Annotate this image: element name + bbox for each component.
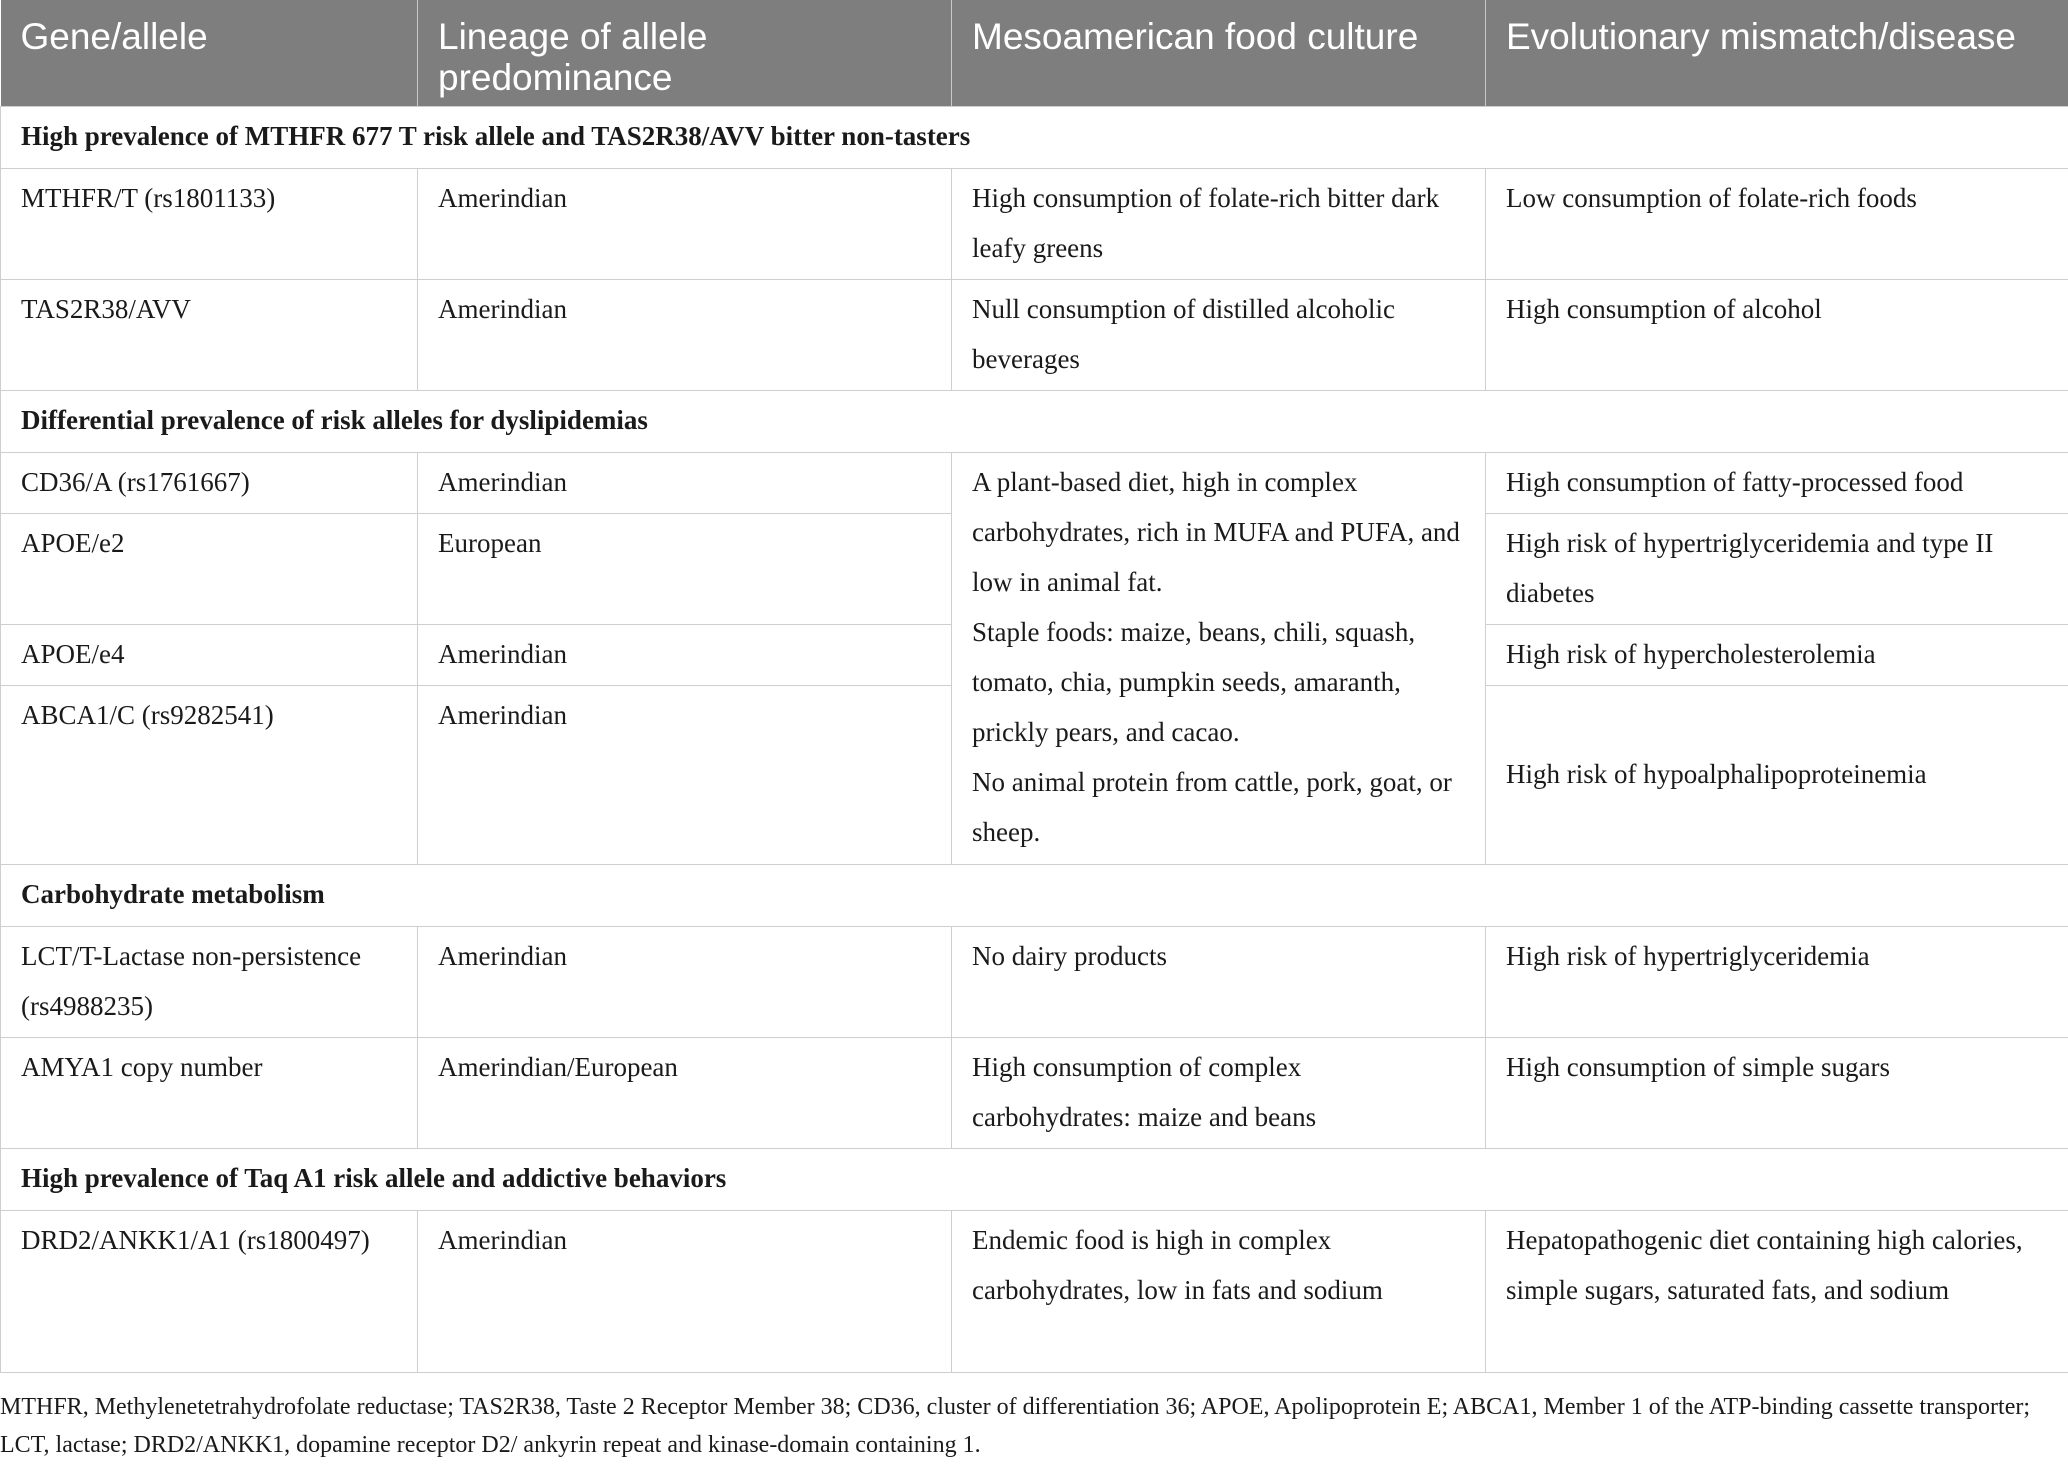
cell-food-merged <box>952 453 1486 865</box>
cell-gene: ABCA1/C (rs9282541) <box>1 686 418 865</box>
cell-lineage: Amerindian <box>418 169 952 280</box>
cell-disease: High consumption of simple sugars <box>1486 1038 2068 1149</box>
cell-gene: LCT/T-Lactase non-persistence (rs4988235) <box>1 927 418 1038</box>
cell-disease: High consumption of fatty-processed food <box>1486 453 2068 514</box>
cell-lineage: Amerindian <box>418 927 952 1038</box>
section-row <box>1 391 2068 453</box>
table-row <box>1 280 2068 391</box>
cell-disease: High risk of hypercholesterolemia <box>1486 625 2068 686</box>
section-row <box>1 107 2068 169</box>
header-row <box>1 0 2068 107</box>
section-heading: Carbohydrate metabolism <box>1 865 2068 927</box>
cell-gene: APOE/e4 <box>1 625 418 686</box>
cell-lineage: Amerindian <box>418 1211 952 1373</box>
cell-gene: DRD2/ANKK1/A1 (rs1800497) <box>1 1211 418 1373</box>
table-row <box>1 1038 2068 1149</box>
cell-food: High consumption of folate-rich bitter dark leafy greens <box>952 169 1486 280</box>
header-food-culture: Mesoamerican food culture <box>952 0 1486 107</box>
food-paragraph: No animal protein from cattle, pork, goat, or sheep. <box>972 767 1452 847</box>
food-paragraph: A plant-based diet, high in complex carbohydrates, rich in MUFA and PUFA, and low in animal fat. <box>972 467 1460 597</box>
cell-disease: High consumption of alcohol <box>1486 280 2068 391</box>
table-row <box>1 1211 2068 1373</box>
table-footnote: MTHFR, Methylenetetrahydrofolate reductase; TAS2R38, Taste 2 Receptor Member 38; CD36, cluster of differentiation 36; APOE, Apolipoprotein E; ABCA1, Member 1 of the ATP-binding cassette transporter; LCT, lactase; DRD2/ANKK1, dopamine receptor D2/ ankyrin repeat and kinase-domain containing 1. <box>0 1394 2031 1458</box>
cell-disease: Hepatopathogenic diet containing high calories, simple sugars, saturated fats, and sodium <box>1486 1211 2068 1373</box>
cell-lineage: Amerindian <box>418 280 952 391</box>
cell-gene: CD36/A (rs1761667) <box>1 453 418 514</box>
cell-disease: High risk of hypertriglyceridemia <box>1486 927 2068 1038</box>
cell-disease: High risk of hypertriglyceridemia and type II diabetes <box>1486 514 2068 625</box>
cell-gene: TAS2R38/AVV <box>1 280 418 391</box>
cell-food: No dairy products <box>952 927 1486 1038</box>
cell-lineage: Amerindian <box>418 625 952 686</box>
cell-lineage: European <box>418 514 952 625</box>
table-row <box>1 169 2068 280</box>
table-header <box>1 0 2068 107</box>
cell-gene: MTHFR/T (rs1801133) <box>1 169 418 280</box>
cell-food: Null consumption of distilled alcoholic beverages <box>952 280 1486 391</box>
cell-lineage: Amerindian/European <box>418 1038 952 1149</box>
cell-gene: AMYA1 copy number <box>1 1038 418 1149</box>
header-mismatch: Evolutionary mismatch/disease <box>1486 0 2068 107</box>
header-gene: Gene/allele <box>1 0 418 107</box>
cell-disease: High risk of hypoalphalipoproteinemia <box>1486 686 2068 865</box>
cell-disease: Low consumption of folate-rich foods <box>1486 169 2068 280</box>
section-heading: High prevalence of MTHFR 677 T risk allele and TAS2R38/AVV bitter non-tasters <box>1 107 2068 169</box>
cell-food: Endemic food is high in complex carbohydrates, low in fats and sodium <box>952 1211 1486 1373</box>
section-row <box>1 1149 2068 1211</box>
section-row <box>1 865 2068 927</box>
table-body <box>1 107 2068 1373</box>
cell-lineage: Amerindian <box>418 686 952 865</box>
section-heading: Differential prevalence of risk alleles for dyslipidemias <box>1 391 2068 453</box>
section-heading: High prevalence of Taq A1 risk allele and addictive behaviors <box>1 1149 2068 1211</box>
header-lineage: Lineage of allele predominance <box>418 0 952 107</box>
cell-gene: APOE/e2 <box>1 514 418 625</box>
food-paragraph: Staple foods: maize, beans, chili, squash, tomato, chia, pumpkin seeds, amaranth, prickly pears, and cacao. <box>972 617 1416 747</box>
table-row <box>1 927 2068 1038</box>
cell-food: High consumption of complex carbohydrates: maize and beans <box>952 1038 1486 1149</box>
cell-lineage: Amerindian <box>418 453 952 514</box>
table-row <box>1 453 2068 514</box>
